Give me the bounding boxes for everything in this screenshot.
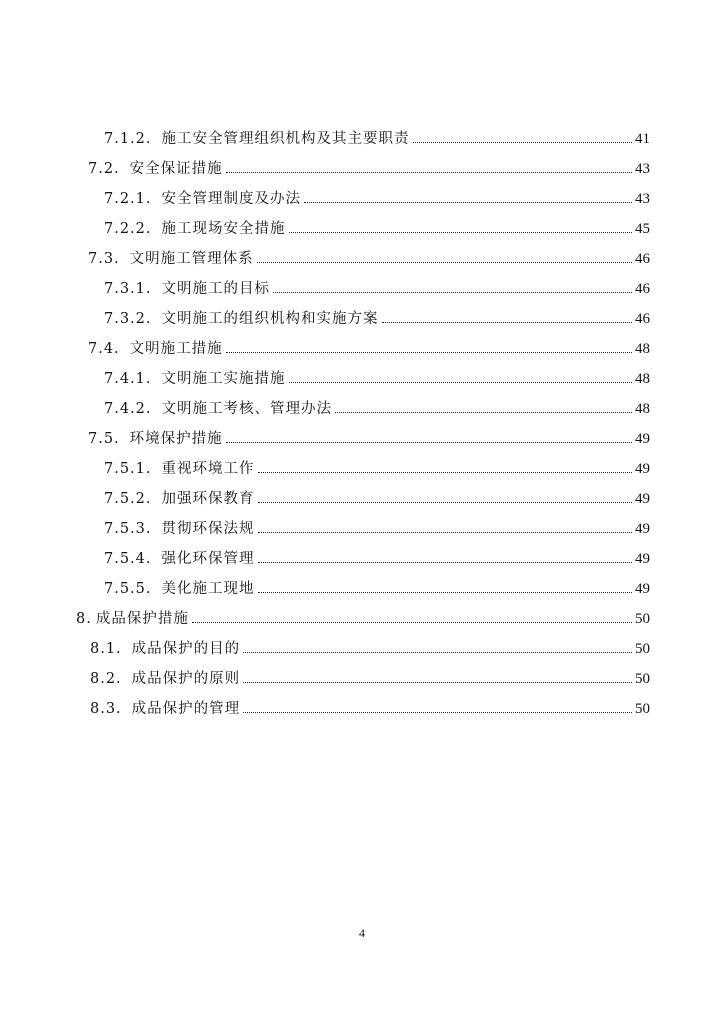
toc-entry[interactable] [104,274,650,298]
toc-dot-leader [335,411,632,413]
toc-entry-title: 文明施工的组织机构和实施方案 [161,311,379,327]
toc-entry-page: 48 [635,401,650,417]
toc-entry-page: 48 [635,341,650,357]
toc-dot-leader [258,531,632,533]
toc-entry-title: 文明施工实施措施 [161,371,286,387]
toc-entry-page: 50 [635,641,650,657]
toc-entry-number: 7.2. [88,161,120,177]
toc-entry-title: 强化环保管理 [161,551,255,567]
toc-entry-page: 48 [635,371,650,387]
toc-entry-number: 7.5.3. [104,521,152,537]
toc-entry[interactable] [104,484,650,508]
toc-entry[interactable] [104,184,650,208]
toc-entry-page: 50 [635,701,650,717]
toc-dot-leader [289,231,632,233]
toc-entry-number: 7.5.2. [104,491,152,507]
toc-entry[interactable] [76,604,650,628]
toc-dot-leader [243,711,632,713]
toc-entry-title: 重视环境工作 [161,461,255,477]
toc-entry-number: 8. [76,611,92,627]
toc-entry-number: 7.4.2. [104,401,152,417]
toc-dot-leader [304,201,632,203]
toc-entry-title: 施工现场安全措施 [161,221,286,237]
toc-entry[interactable] [90,664,650,688]
toc-entry-number: 7.2.1. [104,191,152,207]
toc-entry[interactable] [104,514,650,538]
toc-entry-title: 施工安全管理组织机构及其主要职责 [161,131,410,147]
toc-dot-leader [258,501,632,503]
toc-entry-page: 49 [635,431,650,447]
toc-entry-number: 8.1. [90,641,122,657]
toc-entry-title: 成品保护的目的 [131,641,241,657]
toc-entry-number: 7.4.1. [104,371,152,387]
toc-entry[interactable] [90,634,650,658]
toc-entry-title: 加强环保教育 [161,491,255,507]
page-number: 4 [359,926,365,940]
toc-entry-number: 7.4. [88,341,120,357]
toc-dot-leader [258,591,632,593]
toc-dot-leader [257,261,632,263]
toc-entry-title: 环境保护措施 [129,431,223,447]
toc-entry-number: 7.3.2. [104,311,152,327]
toc-entry-page: 49 [635,491,650,507]
toc-dot-leader [192,621,632,623]
toc-entry-title: 成品保护的管理 [131,701,241,717]
toc-entry-number: 7.5. [88,431,120,447]
toc-entry-number: 7.5.4. [104,551,152,567]
toc-entry-title: 美化施工现地 [161,581,255,597]
toc-entry-title: 文明施工考核、管理办法 [161,401,333,417]
toc-dot-leader [243,651,632,653]
toc-entry[interactable] [104,124,650,148]
toc-entry-title: 文明施工的目标 [161,281,271,297]
toc-entry-title: 安全管理制度及办法 [161,191,302,207]
toc-entry-number: 8.2. [90,671,122,687]
toc-entry-page: 49 [635,551,650,567]
toc-entry-page: 46 [635,281,650,297]
toc-entry-number: 7.3.1. [104,281,152,297]
toc-entry[interactable] [104,454,650,478]
toc-entry-title: 文明施工措施 [129,341,223,357]
toc-entry-page: 46 [635,251,650,267]
toc-entry[interactable] [88,244,650,268]
toc-entry-page: 49 [635,461,650,477]
toc-entry-number: 7.5.5. [104,581,152,597]
toc-entry-number: 8.3. [90,701,122,717]
toc-entry-title: 成品保护措施 [95,611,189,627]
toc-entry-title: 贯彻环保法规 [161,521,255,537]
toc-entry[interactable] [104,544,650,568]
toc-entry-page: 46 [635,311,650,327]
toc-entry[interactable] [88,424,650,448]
toc-dot-leader [226,351,632,353]
toc-dot-leader [273,291,632,293]
toc-entry-page: 50 [635,611,650,627]
toc-entry[interactable] [88,334,650,358]
toc-dot-leader [289,381,632,383]
toc-entry-number: 7.5.1. [104,461,152,477]
toc-entry-page: 43 [635,161,650,177]
toc-entry-title: 文明施工管理体系 [129,251,254,267]
toc-entry-page: 43 [635,191,650,207]
toc-dot-leader [243,681,632,683]
toc-entry-page: 45 [635,221,650,237]
toc-entry-page: 49 [635,581,650,597]
toc-entry[interactable] [104,574,650,598]
toc-entry[interactable] [104,214,650,238]
toc-entry-title: 安全保证措施 [129,161,223,177]
toc-dot-leader [382,321,632,323]
toc-entry-number: 7.2.2. [104,221,152,237]
toc-entry-title: 成品保护的原则 [131,671,241,687]
toc-entry-page: 49 [635,521,650,537]
toc-dot-leader [258,471,632,473]
toc-entry-page: 50 [635,671,650,687]
toc-entry[interactable] [104,394,650,418]
toc-entry-number: 7.1.2. [104,131,152,147]
toc-entry[interactable] [90,694,650,718]
toc-dot-leader [226,441,632,443]
toc-dot-leader [413,141,632,143]
toc-entry[interactable] [104,364,650,388]
toc-entry-number: 7.3. [88,251,120,267]
toc-entry[interactable] [104,304,650,328]
toc-entry-page: 41 [635,131,650,147]
toc-dot-leader [226,171,632,173]
toc-entry[interactable] [88,154,650,178]
toc-dot-leader [258,561,632,563]
